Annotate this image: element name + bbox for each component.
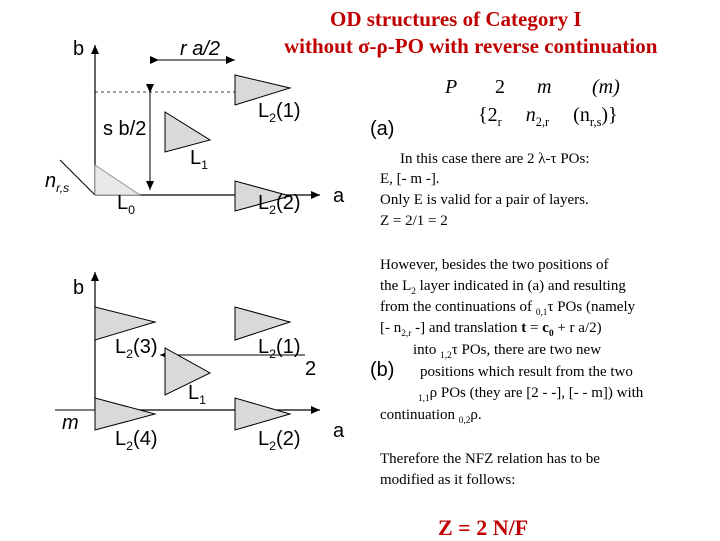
b-L2-2-text: L (258, 428, 270, 450)
symbol-col2-top: m (537, 76, 552, 98)
L2-1-sub: 2 (269, 111, 277, 125)
para1-line1: In this case there are 2 λ-τ POs: (400, 151, 590, 167)
para2-line3-sub: 0,1 (535, 308, 548, 318)
symbol-col1-top: 2 (495, 76, 505, 98)
L2-2-label (258, 192, 300, 217)
b-L2-4-label (115, 428, 157, 453)
b-L2-2-label (258, 428, 300, 453)
row2-col2-sub: 2,r (535, 115, 550, 129)
row2-open: {2 (478, 104, 498, 126)
L2-2-text: L (258, 192, 270, 214)
L1-sub: 1 (201, 158, 209, 172)
axis-a-label-a: a (333, 185, 345, 207)
tag-b: (b) (370, 359, 395, 381)
para2-line3a: from the continuations of (380, 299, 536, 315)
b-L2-4-suffix: (4) (133, 428, 158, 450)
title-line-1: OD structures of Category I (330, 7, 582, 31)
top-dim-label: r a/2 (180, 38, 221, 60)
para2-line4d: + r a/2) (553, 320, 602, 336)
para2-line7b: ρ POs (they are [2 - -], [- - m]) with (429, 385, 644, 401)
row2-col3-sub: r,s (589, 115, 602, 129)
para2-line4a: [- n (380, 320, 402, 336)
L1-label (190, 147, 208, 172)
b-L2-2-sub: 2 (269, 439, 277, 453)
title-line-2: without σ-ρ-PO with reverse continuation (284, 34, 658, 58)
triangle-b-L2-2 (235, 398, 290, 430)
b-L2-1-suffix: (1) (276, 336, 301, 358)
para2-line6: positions which result from the two (420, 364, 633, 380)
para2-line1: However, besides the two positions of (380, 257, 609, 273)
row2-col3: (n (573, 104, 590, 126)
para2-line8-sub: 0,2 (458, 416, 471, 426)
b-L1-sub: 1 (199, 393, 207, 407)
triangle-b-L2-4 (95, 398, 155, 430)
para2-line5a: into (413, 342, 441, 358)
para2-line5b: τ POs, there are two new (451, 342, 602, 358)
axis-b-label-a: b (73, 38, 85, 60)
para2-line4-c0-sub: 0 (548, 329, 554, 339)
symbol-row2 (478, 104, 618, 130)
nrs-label (45, 170, 69, 195)
m-label: m (62, 412, 79, 434)
para2-line4c: = (526, 320, 543, 336)
L0-text: L (117, 192, 129, 214)
para2-line8a: continuation (380, 407, 459, 423)
para2-line5-sub: 1,2 (440, 351, 452, 361)
L2-1-suffix: (1) (276, 100, 301, 122)
para2-line4-sub: 2,r (401, 329, 412, 339)
para1-line3: Only E is valid for a pair of layers. (380, 192, 589, 208)
symbol-P: P (445, 76, 458, 98)
L2-2-suffix: (2) (276, 192, 301, 214)
diagram-a (60, 45, 320, 211)
para2-line4-c0: c (542, 320, 549, 336)
side-dim-label: s b/2 (103, 118, 147, 140)
para3-line2: modified as it follows: (380, 472, 516, 488)
L1-text: L (190, 147, 202, 169)
para2-line3b: τ POs (namely (547, 299, 636, 315)
b-L2-2-suffix: (2) (276, 428, 301, 450)
L0-sub: 0 (128, 203, 136, 217)
para1-line4: Z = 2/1 = 2 (380, 213, 448, 229)
para2-line4-t: t (521, 320, 527, 336)
b-L2-3-suffix: (3) (133, 336, 158, 358)
triangle-L0 (95, 165, 140, 195)
axis-b-label-b: b (73, 277, 85, 299)
nfz-formula: Z = 2 N/F (438, 515, 529, 540)
b-L2-3-label (115, 336, 157, 361)
row2-close: )} (601, 104, 618, 126)
L2-2-sub: 2 (269, 203, 277, 217)
row2-col2: n (525, 104, 536, 126)
para2-line2b: layer indicated in (a) and resulting (415, 278, 626, 294)
b-L1-text: L (188, 382, 200, 404)
para2-line7-sub: 1,1 (418, 394, 430, 404)
L2-1-text: L (258, 100, 270, 122)
b-L2-1-label (258, 336, 300, 361)
para2-line4b: -] and translation (411, 320, 522, 336)
para1-line2: E, [- m -]. (380, 171, 440, 187)
para2-line8b: ρ. (470, 407, 482, 423)
para2-line2a: the L (380, 278, 412, 294)
b-L1-label (188, 382, 206, 407)
para3-line1: Therefore the NFZ relation has to be (380, 451, 600, 467)
b-L2-4-sub: 2 (126, 439, 134, 453)
symbol-col3-top: (m) (592, 76, 620, 98)
tag-a: (a) (370, 118, 395, 140)
b-L2-4-text: L (115, 428, 127, 450)
b-L2-3-sub: 2 (126, 347, 134, 361)
row2-open-sub: r (497, 115, 502, 129)
b-L2-1-text: L (258, 336, 270, 358)
L2-1-label (258, 100, 300, 125)
axis-a-label-b: a (333, 420, 345, 442)
triangle-L1 (165, 112, 210, 152)
L0-label (117, 192, 135, 217)
nrs-n: n (45, 170, 57, 192)
b-L2-1-sub: 2 (269, 347, 277, 361)
nrs-sub: r,s (56, 181, 70, 195)
two-label: 2 (305, 358, 317, 380)
para2-line2-sub: 2 (411, 287, 416, 297)
para2-line8 (380, 406, 482, 431)
b-L2-3-text: L (115, 336, 127, 358)
